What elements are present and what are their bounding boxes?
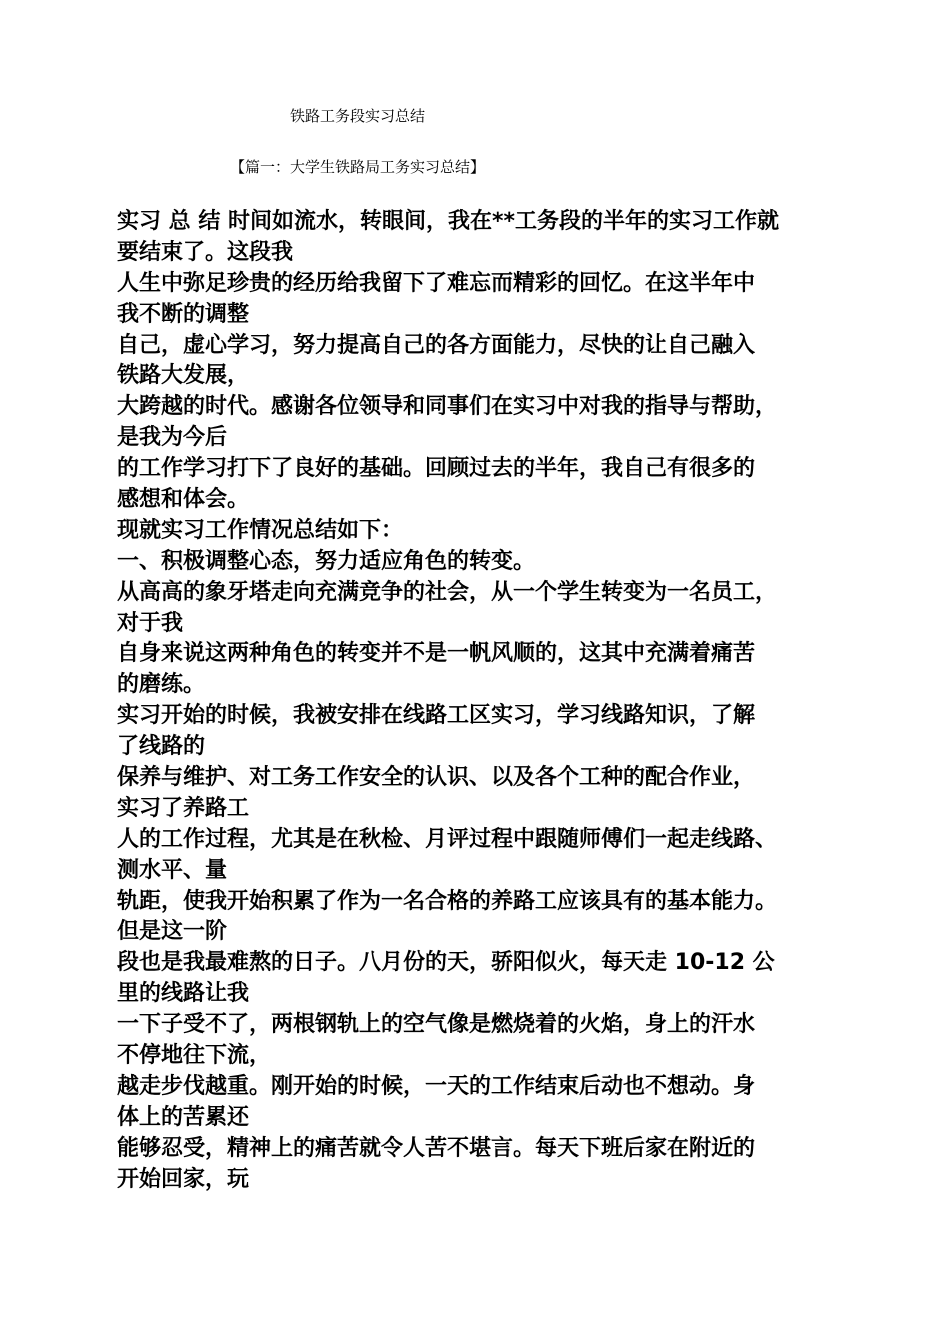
text-line: 了线路的: [117, 734, 206, 760]
text-line: 测水平、量: [117, 857, 228, 883]
text-line: 自己，虚心学习，努力提高自己的各方面能力，尽快的让自己融入: [117, 332, 756, 358]
text-line: 但是这一阶: [117, 919, 228, 945]
text-line: 一下子受不了，两根钢轨上的空气像是燃烧着的火焰，身上的汗水: [117, 1012, 756, 1038]
text-line: 的工作学习打下了良好的基础。回顾过去的半年，我自己有很多的: [117, 456, 756, 482]
text-line: 人生中弥足珍贵的经历给我留下了难忘而精彩的回忆。在这半年中: [117, 270, 756, 296]
text-line: 里的线路让我: [117, 981, 250, 1007]
text-line: 大跨越的时代。感谢各位领导和同事们在实习中对我的指导与帮助，: [117, 394, 778, 420]
text-line: 一、积极调整心态，努力适应角色的转变。: [117, 548, 536, 574]
text-line: 铁路大发展，: [117, 363, 250, 389]
section-heading: 【篇一：大学生铁路局工务实习总结】: [230, 158, 486, 176]
text-line: 现就实习工作情况总结如下：: [117, 517, 404, 543]
text-line: 要结束了。这段我: [117, 239, 294, 265]
text-line: 实习开始的时候，我被安排在线路工区实习，学习线路知识，了解: [117, 703, 756, 729]
document-title: 铁路工务段实习总结: [290, 107, 426, 125]
text-line: 从高高的象牙塔走向充满竞争的社会，从一个学生转变为一名员工，: [117, 579, 778, 605]
text-line: 体上的苦累还: [117, 1104, 250, 1130]
text-line: 越走步伐越重。刚开始的时候，一天的工作结束后动也不想动。身: [117, 1073, 756, 1099]
text-line: 的磨练。: [117, 672, 206, 698]
text-line: 轨距，使我开始积累了作为一名合格的养路工应该具有的基本能力。: [117, 888, 778, 914]
text-line: 段也是我最难熬的日子。八月份的天，骄阳似火，每天走 10-12 公: [117, 950, 775, 976]
text-line: 是我为今后: [117, 425, 228, 451]
text-line: 实习 总 结 时间如流水，转眼间，我在**工务段的半年的实习工作就: [117, 209, 779, 234]
text-line: 自身来说这两种角色的转变并不是一帆风顺的，这其中充满着痛苦: [117, 641, 756, 667]
text-line: 我不断的调整: [117, 301, 250, 327]
text-line: 人的工作过程，尤其是在秋检、月评过程中跟随师傅们一起走线路、: [117, 826, 778, 852]
text-line: 感想和体会。: [117, 487, 250, 513]
text-line: 实习了养路工: [117, 795, 250, 821]
body-text: [117, 207, 837, 1196]
text-line: 开始回家，玩: [117, 1166, 250, 1192]
text-line: 不停地往下流，: [117, 1043, 272, 1069]
text-line: 对于我: [117, 610, 184, 636]
text-line: 保养与维护、对工务工作安全的认识、以及各个工种的配合作业，: [117, 765, 756, 791]
text-line: 能够忍受，精神上的痛苦就令人苦不堪言。每天下班后家在附近的: [117, 1135, 756, 1161]
